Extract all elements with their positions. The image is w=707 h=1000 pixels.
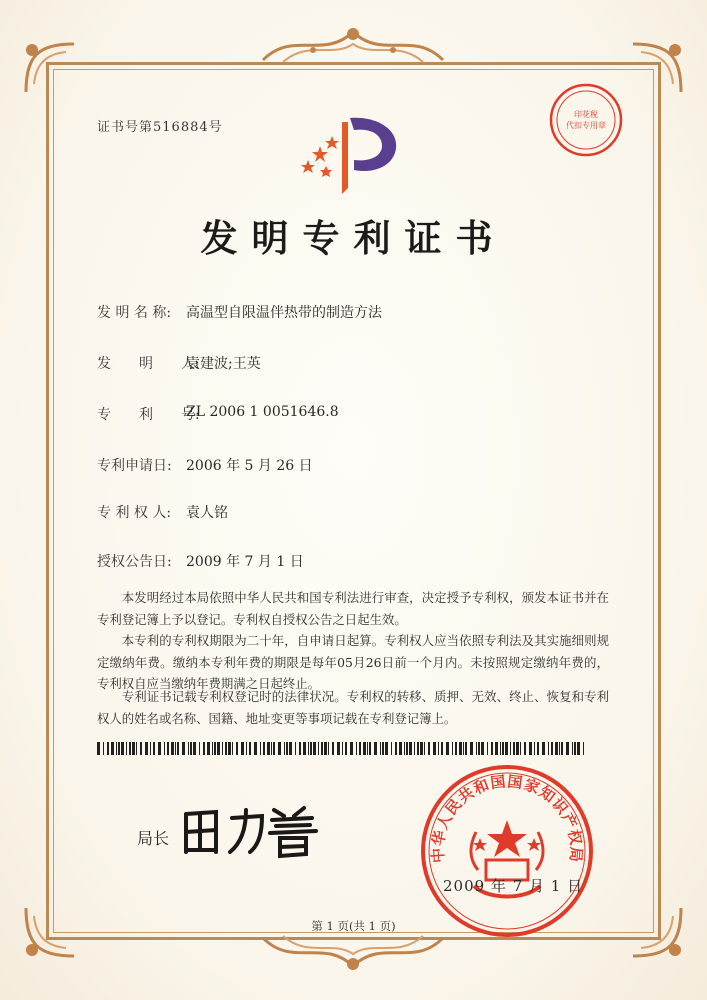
barcode-icon <box>97 742 585 755</box>
paragraph-examination: 本发明经过本局依照中华人民共和国专利法进行审查，决定授予专利权，颁发本证书并在专利登记簿上予以登记。专利权自授权公告之日起生效。 <box>97 590 609 627</box>
issue-date: 2009 年 7 月 1 日 <box>443 877 584 895</box>
top-ornament-icon <box>253 20 453 68</box>
certificate-number: 证书号第516884号 <box>97 120 223 135</box>
corner-ornament-icon <box>18 36 82 100</box>
certificate-title: 发明专利证书 <box>200 216 507 260</box>
svg-text:印花税: 印花税 <box>574 110 598 119</box>
paragraph-legal-status: 专利证书记载专利权登记时的法律状况。专利权的转移、质押、无效、终止、恢复和专利权人的姓名或名称、国籍、地址变更等事项记载在专利登记簿上。 <box>97 689 609 726</box>
paragraph-term: 本专利的专利权期限为二十年，自申请日起算。专利权人应当依照专利法及其实施细则规定缴纳年费。缴纳本专利年费的期限是每年05月26日前一个月内。未按照规定缴纳年费的，专利权自应当缴纳年费期满之日起终止。 <box>97 633 609 692</box>
inventors-value: 袁建波;王英 <box>186 356 261 372</box>
svg-text:中华人民共和国国家知识产权局: 中华人民共和国国家知识产权局 <box>428 772 586 864</box>
director-label: 局长 <box>137 829 170 848</box>
corner-ornament-icon <box>625 36 689 100</box>
grant-date-value: 2009 年 7 月 1 日 <box>186 554 304 570</box>
patentee-label: 专 利 权 人: <box>97 505 172 521</box>
invention-name-label: 发 明 名 称: <box>97 305 172 321</box>
patent-number-label: 专 利 号: <box>97 407 200 423</box>
page-number: 第 1 页(共 1 页) <box>311 919 396 933</box>
invention-name-value: 高温型自限温伴热带的制造方法 <box>186 305 382 321</box>
filing-date-label: 专利申请日: <box>97 458 172 474</box>
grant-date-label: 授权公告日: <box>97 554 172 570</box>
tax-stamp-icon <box>548 82 624 158</box>
national-seal-icon <box>418 762 596 940</box>
filing-date-value: 2006 年 5 月 26 日 <box>186 458 313 474</box>
patentee-value: 袁人铭 <box>186 505 228 521</box>
svg-text:代扣专用章: 代扣专用章 <box>566 121 606 130</box>
director-signature-icon <box>176 800 326 860</box>
inventors-label: 发 明 人: <box>97 356 200 372</box>
patent-office-logo-icon <box>298 108 406 196</box>
patent-number-value: ZL 2006 1 0051646.8 <box>186 404 339 420</box>
